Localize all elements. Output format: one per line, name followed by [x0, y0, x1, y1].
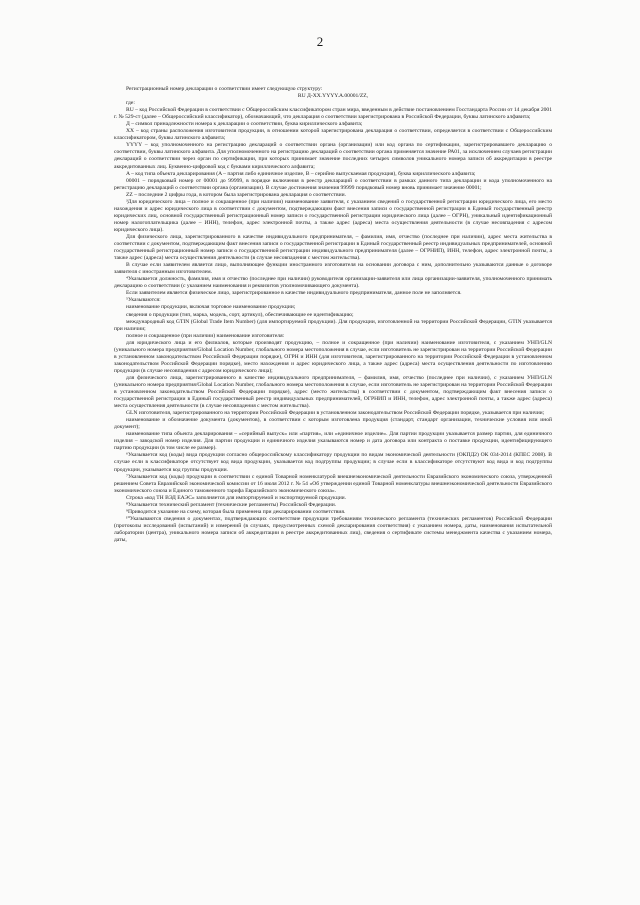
paragraph: где:	[126, 100, 135, 107]
paragraph: наименование продукции, включая торговое наименование продукции;	[126, 304, 296, 311]
paragraph: ⁸Указывается технический регламент (технические регламенты) Российской Федерации.	[126, 501, 337, 508]
paragraph: GLN изготовителя, зарегистрированного на территории Российской Федерации в установленном законодательством Российской Федерации порядке, указывается при наличии;	[126, 410, 545, 417]
paragraph: наименование типа объекта декларирования – «серийный выпуск» или «партия», или «единичное изделие». Для партии продукции указывается размер партии, для единичного изделия – заводской номер изделия. Для партии продукции и единичного изделия указываются номер и дата договора или контракта о поставке продукции, идентифицирующего партию продукции (в том числе ее размер).	[114, 431, 552, 452]
paragraph: YYYY – код уполномоченного на регистрацию деклараций о соответствии органа (организации) или код органа по сертификации, зарегистрировавшего декларацию о соответствии, буквы латинского алфавита. Для уполномоченного на регистрацию деклараций о соответствии органа применяется значение РА01, за исключением случаев регистрации деклараций о соответствии через орган по сертификации, при которых принимает значение последних четырех символов уникального номера записи об аккредитации в реестре аккредитованных лиц. Буквенно-цифровой код с буквами кириллического алфавита;	[114, 142, 552, 170]
paragraph: XX – код страны расположения изготовителя продукции, в отношении которой зарегистрирована декларация о соответствии, определяется в соответствии с Общероссийским классификатором, буквы латинского алфавита;	[114, 128, 552, 142]
paragraph: для физического лица, зарегистрированного в качестве индивидуального предпринимателя, – фамилия, имя, отчество (последнее при наличии), с указанием УНП/GLN (уникального номера предприятия/Global Location Number, глобального номера местоположения в случае, если изготовитель не зарегистрирован на территории Российской Федерации в установленном законодательством Российской Федерации порядке), адрес (место жительства) в соответствии с документом, подтверждающим факт внесения записи о государственной регистрации в Единый государственный реестр индивидуальных предпринимателей, ОГРНИП и ИНН, телефон, адрес электронной почты, а также адрес (адреса) места осуществления деятельности (в случае несовпадения с местом жительства).	[114, 374, 552, 410]
paragraph: наименование и обозначение документа (документов), в соответствии с которым изготовлена продукция (стандарт, стандарт организации, технические условия или иной документ);	[114, 417, 552, 431]
paragraph: Если заявителем является физическое лицо, зарегистрированное в качестве индивидуального предпринимателя, данное поле не заполняется.	[126, 290, 462, 297]
paragraph: ⁷Указывается код (коды) продукции в соответствии с единой Товарной номенклатурой внешнеэкономической деятельности Евразийского экономического союза, утвержденной решением Совета Евразийской экономической комиссии от 16 июля 2012 г. № 54 «Об утверждении единой Товарной номенклатуры внешнеэкономической деятельности Евразийского экономического союза и Единого таможенного тарифа Евразийского экономического союза».	[114, 473, 552, 494]
page-number: 2	[316, 34, 324, 49]
document-body	[114, 86, 552, 544]
paragraph: 00001 – порядковый номер от 00001 до 99999, в порядке включения в реестр деклараций о соответствии в рамках данного типа декларации и кода уполномоченного на регистрацию деклараций о соответствии органа (организации). В случае достижения значения 99999 порядковый номер вновь принимает значение 00001;	[114, 177, 552, 191]
paragraph: ¹⁰Указываются сведения о документах, подтверждающих соответствие продукции требованиям технического регламента (технических регламентов) Российской Федерации (протоколы исследований (испытаний) и измерений (в случаях, предусмотренных схемой декларирования соответствия) с указанием номера, даты, наименования испытательной лаборатории (центра), уникального номера записи об аккредитации в реестре аккредитованных лиц), сведения о сертификате системы менеджмента качества с указанием номера, даты,	[114, 515, 552, 543]
paragraph: ⁶Указывается код (коды) вида продукции согласно общероссийскому классификатору продукции по видам экономической деятельности (ОКПД2) ОК 034-2014 (КПЕС 2008). В случае если в классификаторе отсутствует код вида продукции, указывается код подгруппы продукции; в случае если в классификаторе отсутствуют код вида и код подгруппы продукции, указывается код группы продукции.	[114, 452, 552, 473]
paragraph: ZZ – последние 2 цифры года, в котором была зарегистрирована декларация о соответствии.	[126, 191, 346, 198]
paragraph: Д – символ принадлежности номера к декларации о соответствии, буква кириллического алфавита;	[126, 121, 363, 128]
paragraph: A – код типа объекта декларирования (A – партия либо единичное изделие, В – серийно выпускаемая продукция), буква кириллического алфавита;	[126, 170, 476, 177]
paragraph: RU Д-XX.YYYY.A.00001/ZZ,	[297, 93, 369, 100]
paragraph: для юридического лица и его филиалов, которые производят продукцию, – полное и сокращенное (при наличии) наименование изготовителя, с указанием УНП/GLN (уникального номера предприятия/Global Location Number, глобального номера местоположения в случае, если изготовитель не зарегистрирован на территории Российской Федерации в установленном законодательством Российской Федерации порядке), ОГРН и ИНН (для изготовителя, зарегистрированного на территории Российской Федерации в установленном законодательством Российской Федерации порядке), место нахождения и адрес юридического лица, а также адрес (адреса) места осуществления деятельности по изготовлению продукции (в случае несовпадения с адресом юридического лица);	[114, 339, 552, 374]
paragraph: В случае если заявителем является лицо, выполняющее функции иностранного изготовителя на основании договора с ним, дополнительно указываются данные о договоре заявителя с иностранным изготовителем.	[114, 262, 552, 276]
paragraph: RU – код Российской Федерации в соответствии с Общероссийским классификатором стран мира, введенным в действие постановлением Госстандарта России от 14 декабря 2001 г. № 529-ст (далее – Общероссийский классификатор), обозначающий, что декларация о соответствии зарегистрирована в Российской Федерации, буквы латинского алфавита;	[114, 107, 552, 121]
paragraph: ³Для юридического лица – полное и сокращенное (при наличии) наименование заявителя, с указанием сведений о государственной регистрации юридического лица, его место нахождения и адрес юридического лица в соответствии с документом, подтверждающим факт внесения записи о государственной регистрации в Единый государственный реестр юридических лиц, основной государственный регистрационный номер записи о государственной регистрации юридического лица (далее – ОГРН), уникальный идентификационный номер налогоплательщика (далее – ИНН), телефон, адрес электронной почты, а также адрес (адреса) места осуществления деятельности (в случае несовпадения с адресом юридического лица).	[114, 198, 552, 233]
paragraph: ⁴Указывается должность, фамилия, имя и отчество (последнее при наличии) руководителя организации-заявителя или лица организации-заявителя, уполномоченного принимать декларацию о соответствии (с указанием наименования и реквизитов уполномочивающего документа).	[114, 276, 552, 290]
paragraph: Строка «код ТН ВЭД ЕАЭС» заполняется для импортируемой и экспортируемой продукции.	[126, 494, 347, 501]
paragraph: Регистрационный номер декларации о соответствии имеет следующую структуру:	[126, 86, 323, 92]
paragraph: полное и сокращенное (при наличии) наименование изготовителя:	[126, 332, 285, 339]
paragraph: сведения о продукции (тип, марка, модель, сорт, артикул), обеспечивающие ее идентификацию;	[126, 311, 354, 318]
paragraph: ⁵Указываются:	[126, 297, 161, 304]
paragraph: Для физического лица, зарегистрированного в качестве индивидуального предпринимателя, – фамилия, имя, отчество (последнее при наличии), адрес места жительства в соответствии с документом, подтверждающим факт внесения записи о государственной регистрации в Единый государственный реестр индивидуальных предпринимателей, основной государственный регистрационный номер записи о государственной регистрации индивидуального предпринимателя (далее – ОГРНИП), ИНН, телефон, адрес электронной почты, а также адрес (адреса) места осуществления деятельности (в случае несовпадения с местом жительства).	[114, 233, 552, 262]
paragraph: международный код GTIN (Global Trade Item Number) (для импортируемой продукции). Для продукции, изготовленной на территории Российской Федерации, GTIN указывается при наличии;	[114, 318, 552, 332]
paragraph: ⁹Приводится указание на схему, которая была применена при декларировании соответствия.	[126, 508, 346, 515]
